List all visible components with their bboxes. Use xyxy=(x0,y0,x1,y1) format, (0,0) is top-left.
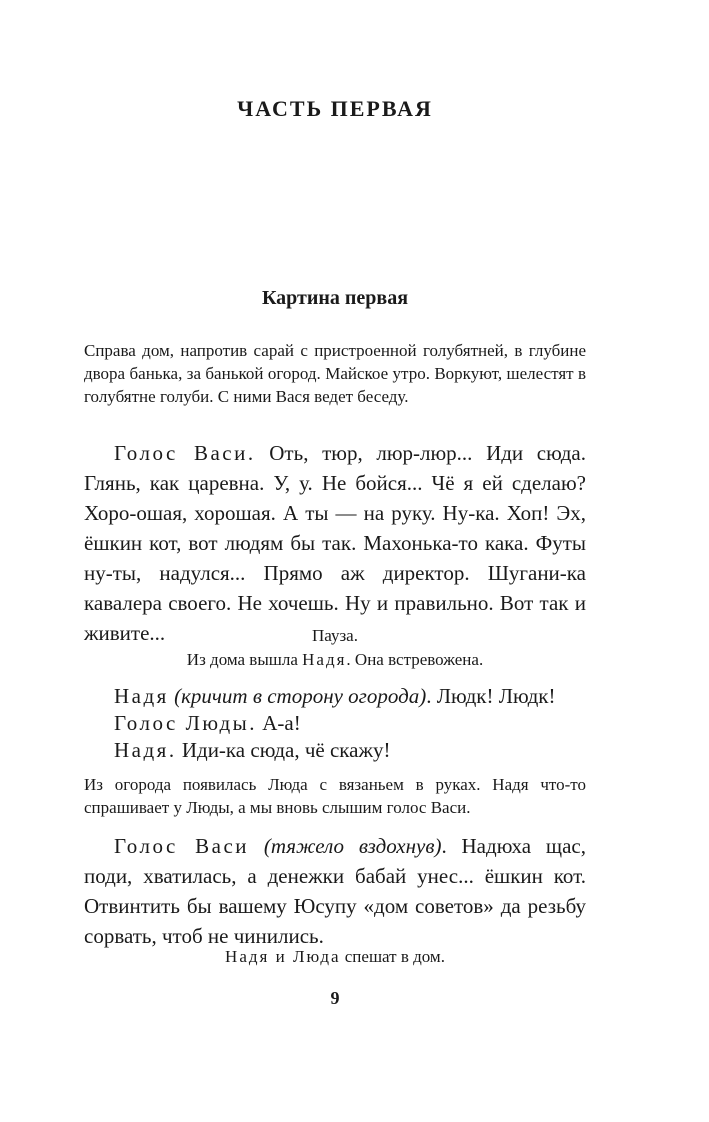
stage-direction-3 xyxy=(84,773,586,819)
speech-text: Оть, тюр, люр-люр... Иди сюда. Глянь, как царевна. У, у. Не бойся... Чё я ей сделаю? Хоро-ошая, хорошая. А ты — на руку. Ну-ка. Хоп! Эх, ёшкин кот, вот людям бы так. Махонька-то кака. Футы ну-ты, надулся... Прямо аж директор. Шугани-ка кавалера своего. Не хочешь. Ну и правильно. Вот так и живите... xyxy=(84,441,586,645)
speech-lyuda-1 xyxy=(84,708,586,738)
speech-vasya-1 xyxy=(84,438,586,648)
speaker-name: Голос Люды. xyxy=(114,711,257,735)
scene-title: Картина первая xyxy=(261,287,409,309)
book-page xyxy=(84,0,586,1122)
stage-direction-pause xyxy=(84,624,586,647)
speech-text: А-а! xyxy=(257,711,301,735)
character-name: Надя xyxy=(225,947,270,966)
stage-text-after: . Она встревожена. xyxy=(346,650,484,669)
speech-paragraph xyxy=(84,708,586,738)
speaker-name: Голос Васи. xyxy=(114,441,256,465)
stage-text-after: спешат в дом. xyxy=(340,947,445,966)
speech-nadya-2 xyxy=(84,735,586,765)
speech-remark: (кричит в сторону огорода) xyxy=(168,684,427,708)
stage-direction-text: Справа дом, напротив сарай с пристроенной голубятней, в глубине двора банька, за банькой огород. Майское утро. Воркуют, шелестят в голубятне голуби. С ними Вася ведет беседу. xyxy=(84,341,586,406)
speech-paragraph xyxy=(84,831,586,951)
speaker-name: Надя xyxy=(114,684,169,708)
speech-paragraph xyxy=(84,735,586,765)
speaker-name: Надя. xyxy=(114,738,177,762)
stage-direction-4 xyxy=(84,945,586,968)
speech-nadya-1 xyxy=(84,681,586,711)
speech-text: Иди-ка сюда, чё скажу! xyxy=(176,738,391,762)
stage-text-and: и xyxy=(269,947,293,966)
speech-paragraph xyxy=(84,681,586,711)
character-name: Надя xyxy=(302,650,347,669)
stage-direction-text xyxy=(84,945,586,968)
stage-text-before: Из дома вышла xyxy=(186,650,303,669)
stage-direction-1 xyxy=(84,339,586,408)
speech-vasya-2 xyxy=(84,831,586,951)
part-title: ЧАСТЬ ПЕРВАЯ xyxy=(237,96,433,121)
stage-direction-text: Из огорода появилась Люда с вязаньем в руках. Надя что-то спрашивает у Люды, а мы вновь слышим голос Васи. xyxy=(84,775,586,817)
pause-text: Пауза. xyxy=(312,626,358,645)
page-number: 9 xyxy=(330,988,340,1008)
speaker-name: Голос Васи xyxy=(114,834,250,858)
speech-paragraph xyxy=(84,438,586,648)
character-name: Люда xyxy=(292,947,341,966)
speech-text: . Людк! Людк! xyxy=(426,684,556,708)
speech-text: . Надюха щас, поди, хватилась, а денежки бабай унес... ёшкин кот. Отвинтить бы вашему Юсупу «дом советов» да резьбу сорвать, чтоб не чинились. xyxy=(84,834,586,948)
stage-direction-text xyxy=(84,648,586,671)
speech-remark: (тяжело вздохнув) xyxy=(249,834,442,858)
stage-direction-2 xyxy=(84,648,586,671)
